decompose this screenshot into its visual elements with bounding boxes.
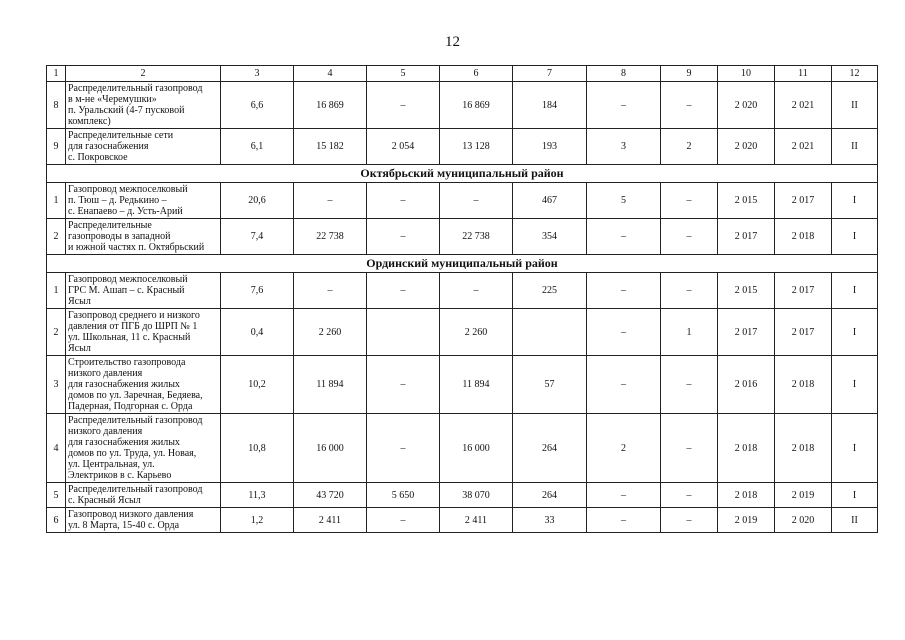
table-cell: 2 017 bbox=[775, 273, 832, 309]
table-cell: I bbox=[832, 414, 878, 483]
table-row bbox=[47, 483, 878, 508]
table-cell: – bbox=[661, 273, 718, 309]
table-cell: II bbox=[832, 82, 878, 129]
table-cell: 6,6 bbox=[221, 82, 294, 129]
table-cell: 11,3 bbox=[221, 483, 294, 508]
table-cell: 2 021 bbox=[775, 82, 832, 129]
table-cell: – bbox=[661, 219, 718, 255]
object-name-cell: Распределительный газопровод в м-не «Черемушки» п. Уральский (4-7 пусковой комплекс) bbox=[66, 82, 221, 129]
table-cell: 2 015 bbox=[718, 183, 775, 219]
table-cell: I bbox=[832, 483, 878, 508]
section-title: Ординский муниципальный район bbox=[47, 255, 878, 273]
table-cell: 16 869 bbox=[440, 82, 513, 129]
table-cell: – bbox=[661, 414, 718, 483]
table-cell: 16 869 bbox=[294, 82, 367, 129]
table-cell: I bbox=[832, 309, 878, 356]
table-cell: 264 bbox=[513, 483, 587, 508]
table-cell: – bbox=[661, 356, 718, 414]
table-cell: – bbox=[587, 508, 661, 533]
header-cell: 8 bbox=[587, 66, 661, 82]
table-cell: 22 738 bbox=[294, 219, 367, 255]
table-cell: 6,1 bbox=[221, 129, 294, 165]
gas-pipeline-table bbox=[46, 65, 878, 533]
table-cell: 184 bbox=[513, 82, 587, 129]
table-cell: 2 bbox=[587, 414, 661, 483]
table-cell: 2 020 bbox=[775, 508, 832, 533]
table-cell: 57 bbox=[513, 356, 587, 414]
table-cell: 16 000 bbox=[440, 414, 513, 483]
table-cell: – bbox=[440, 273, 513, 309]
table-cell: 467 bbox=[513, 183, 587, 219]
table-cell: 5 bbox=[587, 183, 661, 219]
table-cell: 9 bbox=[47, 129, 66, 165]
header-cell: 11 bbox=[775, 66, 832, 82]
table-cell: 1 bbox=[47, 183, 66, 219]
table-cell: – bbox=[587, 82, 661, 129]
table-cell: 38 070 bbox=[440, 483, 513, 508]
header-cell: 6 bbox=[440, 66, 513, 82]
object-name-cell: Газопровод среднего и низкого давления от ПГБ до ШРП № 1 ул. Школьная, 11 с. Красный Ясыл bbox=[66, 309, 221, 356]
table-cell: 2 019 bbox=[775, 483, 832, 508]
table-cell: 3 bbox=[587, 129, 661, 165]
table-cell: 2 021 bbox=[775, 129, 832, 165]
table-cell: I bbox=[832, 183, 878, 219]
table-cell: 2 015 bbox=[718, 273, 775, 309]
table-cell: 2 411 bbox=[440, 508, 513, 533]
table-row bbox=[47, 273, 878, 309]
table-cell: 4 bbox=[47, 414, 66, 483]
table-cell: 264 bbox=[513, 414, 587, 483]
table-cell: – bbox=[587, 273, 661, 309]
table-cell: – bbox=[661, 183, 718, 219]
table-cell: – bbox=[294, 183, 367, 219]
header-cell: 12 bbox=[832, 66, 878, 82]
table-row bbox=[47, 183, 878, 219]
section-row bbox=[47, 165, 878, 183]
table-cell: – bbox=[367, 508, 440, 533]
table-cell: – bbox=[367, 183, 440, 219]
table-cell: – bbox=[440, 183, 513, 219]
header-cell: 3 bbox=[221, 66, 294, 82]
object-name-cell: Газопровод межпоселковый п. Тюш – д. Редькино – с. Енапаево – д. Усть-Арий bbox=[66, 183, 221, 219]
table-cell: – bbox=[587, 483, 661, 508]
table-cell: 10,8 bbox=[221, 414, 294, 483]
table-row bbox=[47, 508, 878, 533]
object-name-cell: Распределительный газопровод низкого давления для газоснабжения жилых домов по ул. Труда, ул. Новая, ул. Центральная, ул. Электриков в с. Карьево bbox=[66, 414, 221, 483]
table-cell: 33 bbox=[513, 508, 587, 533]
section-row bbox=[47, 255, 878, 273]
table-cell: 15 182 bbox=[294, 129, 367, 165]
table-cell: 2 260 bbox=[294, 309, 367, 356]
header-cell: 4 bbox=[294, 66, 367, 82]
table-cell: 2 020 bbox=[718, 82, 775, 129]
table-cell: 2 054 bbox=[367, 129, 440, 165]
table-cell: 2 020 bbox=[718, 129, 775, 165]
table-cell: 2 260 bbox=[440, 309, 513, 356]
page-number: 12 bbox=[445, 34, 460, 50]
table-cell: – bbox=[367, 273, 440, 309]
table-row bbox=[47, 129, 878, 165]
table-cell: – bbox=[661, 508, 718, 533]
table-cell: – bbox=[587, 219, 661, 255]
header-cell: 1 bbox=[47, 66, 66, 82]
table-cell: 7,6 bbox=[221, 273, 294, 309]
table-cell: I bbox=[832, 273, 878, 309]
object-name-cell: Распределительные сети для газоснабжения с. Покровское bbox=[66, 129, 221, 165]
table-row bbox=[47, 219, 878, 255]
table-cell: – bbox=[661, 483, 718, 508]
table-cell: 5 bbox=[47, 483, 66, 508]
table-cell: 7,4 bbox=[221, 219, 294, 255]
header-cell: 7 bbox=[513, 66, 587, 82]
table-cell: – bbox=[587, 309, 661, 356]
table-cell: II bbox=[832, 508, 878, 533]
table-cell: 2 018 bbox=[775, 219, 832, 255]
table-cell: 2 016 bbox=[718, 356, 775, 414]
table-cell: 0,4 bbox=[221, 309, 294, 356]
table-cell: – bbox=[294, 273, 367, 309]
table-cell: II bbox=[832, 129, 878, 165]
table-cell: 5 650 bbox=[367, 483, 440, 508]
table-cell: – bbox=[661, 82, 718, 129]
header-cell: 9 bbox=[661, 66, 718, 82]
header-cell: 2 bbox=[66, 66, 221, 82]
table-cell: – bbox=[367, 82, 440, 129]
table-cell: – bbox=[367, 356, 440, 414]
table-cell: 1,2 bbox=[221, 508, 294, 533]
header-row bbox=[47, 66, 878, 82]
table-cell: 2 017 bbox=[775, 183, 832, 219]
table-cell: 2 018 bbox=[775, 414, 832, 483]
table-cell: I bbox=[832, 219, 878, 255]
table-cell: 20,6 bbox=[221, 183, 294, 219]
table-cell: 193 bbox=[513, 129, 587, 165]
table-cell bbox=[513, 309, 587, 356]
table-cell: 2 411 bbox=[294, 508, 367, 533]
object-name-cell: Распределительные газопроводы в западной и южной частях п. Октябрьский bbox=[66, 219, 221, 255]
header-cell: 10 bbox=[718, 66, 775, 82]
table-cell: 16 000 bbox=[294, 414, 367, 483]
object-name-cell: Газопровод межпоселковый ГРС М. Ашап – с. Красный Ясыл bbox=[66, 273, 221, 309]
table-cell: 2 017 bbox=[718, 219, 775, 255]
table-cell: – bbox=[587, 356, 661, 414]
table-cell: 2 017 bbox=[718, 309, 775, 356]
table-cell: 11 894 bbox=[440, 356, 513, 414]
table-cell: 22 738 bbox=[440, 219, 513, 255]
table-cell: 2 017 bbox=[775, 309, 832, 356]
table-cell: 225 bbox=[513, 273, 587, 309]
table-cell: 2 019 bbox=[718, 508, 775, 533]
object-name-cell: Распределительный газопровод с. Красный Ясыл bbox=[66, 483, 221, 508]
table-cell: 10,2 bbox=[221, 356, 294, 414]
table-cell: 2 bbox=[47, 219, 66, 255]
table-row bbox=[47, 414, 878, 483]
section-title: Октябрьский муниципальный район bbox=[47, 165, 878, 183]
table-row bbox=[47, 82, 878, 129]
table-cell: 6 bbox=[47, 508, 66, 533]
table-cell: I bbox=[832, 356, 878, 414]
header-cell: 5 bbox=[367, 66, 440, 82]
table-cell: 2 018 bbox=[775, 356, 832, 414]
table-cell: 354 bbox=[513, 219, 587, 255]
table-cell: – bbox=[367, 414, 440, 483]
table-cell: – bbox=[367, 219, 440, 255]
table-cell: 1 bbox=[47, 273, 66, 309]
table-cell: 3 bbox=[47, 356, 66, 414]
table-row bbox=[47, 356, 878, 414]
table-cell: 2 018 bbox=[718, 483, 775, 508]
table-cell: 2 bbox=[47, 309, 66, 356]
table-cell: 43 720 bbox=[294, 483, 367, 508]
table-cell: 2 018 bbox=[718, 414, 775, 483]
table-cell: 1 bbox=[661, 309, 718, 356]
table-cell: 11 894 bbox=[294, 356, 367, 414]
table-cell: 2 bbox=[661, 129, 718, 165]
object-name-cell: Газопровод низкого давления ул. 8 Марта, 15-40 с. Орда bbox=[66, 508, 221, 533]
table-cell bbox=[367, 309, 440, 356]
table-row bbox=[47, 309, 878, 356]
object-name-cell: Строительство газопровода низкого давления для газоснабжения жилых домов по ул. Заречная, Бедяева, Падерная, Подгорная с. Орда bbox=[66, 356, 221, 414]
table-cell: 13 128 bbox=[440, 129, 513, 165]
table-cell: 8 bbox=[47, 82, 66, 129]
